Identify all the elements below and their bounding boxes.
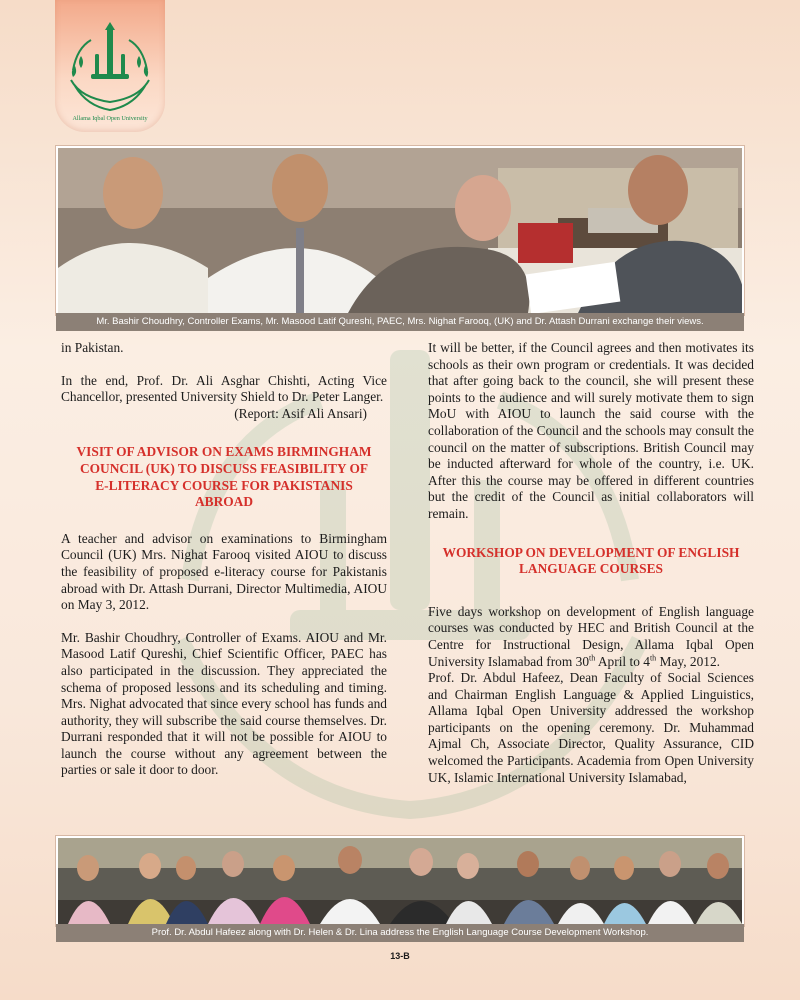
right-column [428, 340, 754, 802]
paragraph: Prof. Dr. Abdul Hafeez, Dean Faculty of Social Sciences and Chairman English Language & Applied Linguistics, Allama Iqbal Open University addressed the workshop participants on the opening ceremony. Dr. Muhammad Ajmal Ch, Associate Director, Quality Assurance, CID welcomed the Participants. Academia from Open University UK, Islamic International University Islamabad, [428, 670, 754, 785]
top-photo-caption: Mr. Bashir Choudhry, Controller Exams, Mr. Masood Latif Qureshi, PAEC, Mrs. Nighat Farooq, (UK) and Dr. Attash Durrani exchange their views. [56, 313, 744, 331]
paragraph: It will be better, if the Council agrees and then motivates its schools as their own program or credentials. It was decided that after going back to the council, she will present these points to the audience and will surely motivate them to sign MoU with AIOU to launch the said course with the collaboration of the Council and the schools may consult the council on the matter of subscriptions. British Council may be inducted afterward for whole of the country, i.e. UK. After this the course may be offered in different countries but the credit of the Council as initial collaborators will remain. [428, 340, 754, 521]
left-column [61, 340, 387, 795]
paragraph: Five days workshop on development of English language courses was conducted by HEC and British Council at the Centre for Instructional Design, Allama Iqbal Open University Islamabad from 30th April to 4th May, 2012. [428, 603, 754, 669]
paragraph: A teacher and advisor on examinations to Birmingham Council (UK) Mrs. Nighat Farooq visited AIOU to discuss the feasibility of proposed e-literacy course for Pakistanis abroad with Dr. Attash Durrani, Director Multimedia, AIOU on May 3, 2012. [61, 530, 387, 613]
bottom-photo-caption: Prof. Dr. Abdul Hafeez along with Dr. Helen & Dr. Lina address the English Language Course Development Workshop. [56, 924, 744, 942]
report-credit: (Report: Asif Ali Ansari) [234, 405, 367, 421]
page-number: 13-B [390, 951, 410, 961]
article-heading: WORKSHOP ON DEVELOPMENT OF ENGLISH LANGUAGE COURSES [442, 544, 740, 577]
meeting-photo [56, 146, 744, 315]
logo-tab [55, 0, 165, 132]
paragraph: In the end, Prof. Dr. Ali Asghar Chishti, Acting Vice Chancellor, presented University Shield to Dr. Peter Langer. [61, 372, 387, 405]
university-logo [61, 22, 159, 122]
workshop-photo [56, 836, 744, 926]
article-heading: VISIT OF ADVISOR ON EXAMS BIRMINGHAM COUNCIL (UK) TO DISCUSS FEASIBILITY OF E-LITERACY COURSE FOR PAKISTANIS ABROAD [76, 444, 372, 510]
paragraph: in Pakistan. [61, 340, 124, 355]
paragraph: Mr. Bashir Choudhry, Controller of Exams. AIOU and Mr. Masood Latif Qureshi, Chief Scientific Officer, PAEC has also participated in the discussion. They appreciated the schema of proposed lessons and its scheduling and timing. Mrs. Nighat advocated that since every school has funds and authority, they will subscribe the said course themselves. Dr. Durrani responded that it will not be possible for AIOU to launch the course without any agreement between the parties or sale it door to door. [61, 629, 387, 778]
logo-text: Allama Iqbal Open University [72, 115, 148, 122]
